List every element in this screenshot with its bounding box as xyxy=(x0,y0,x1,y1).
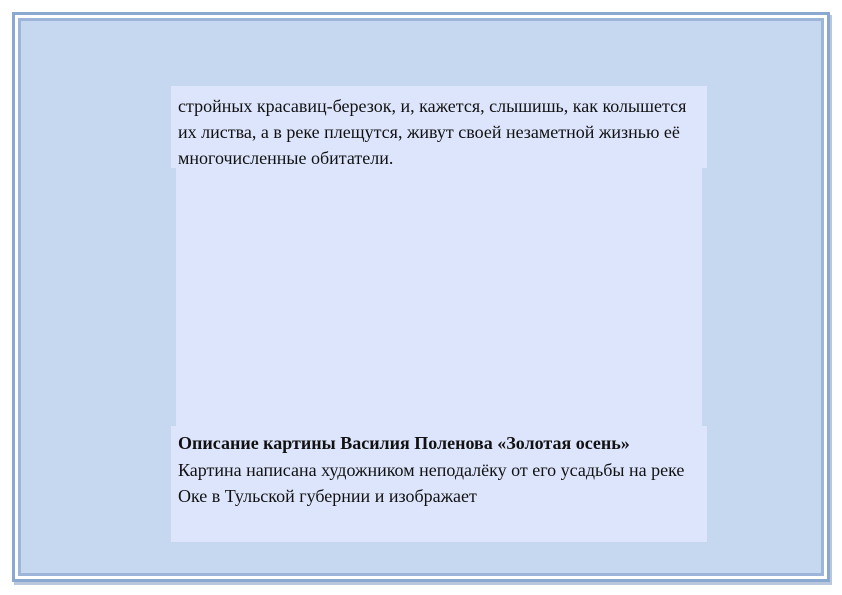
top-paragraph: стройных красавиц-березок, и, кажется, слышишь, как колышется их листва, а в реке плещутся, живут своей незаметной жизнью её многочисленные обитатели. xyxy=(178,96,687,168)
blank-panel xyxy=(176,168,702,430)
section-heading: Описание картины Василия Поленова «Золотая осень» xyxy=(178,433,630,453)
text-panel-top xyxy=(171,86,707,168)
text-panel-bottom xyxy=(171,426,707,542)
bottom-paragraph: Картина написана художником неподалёку от его усадьбы на реке Оке в Тульской губернии и изображает xyxy=(178,460,685,506)
